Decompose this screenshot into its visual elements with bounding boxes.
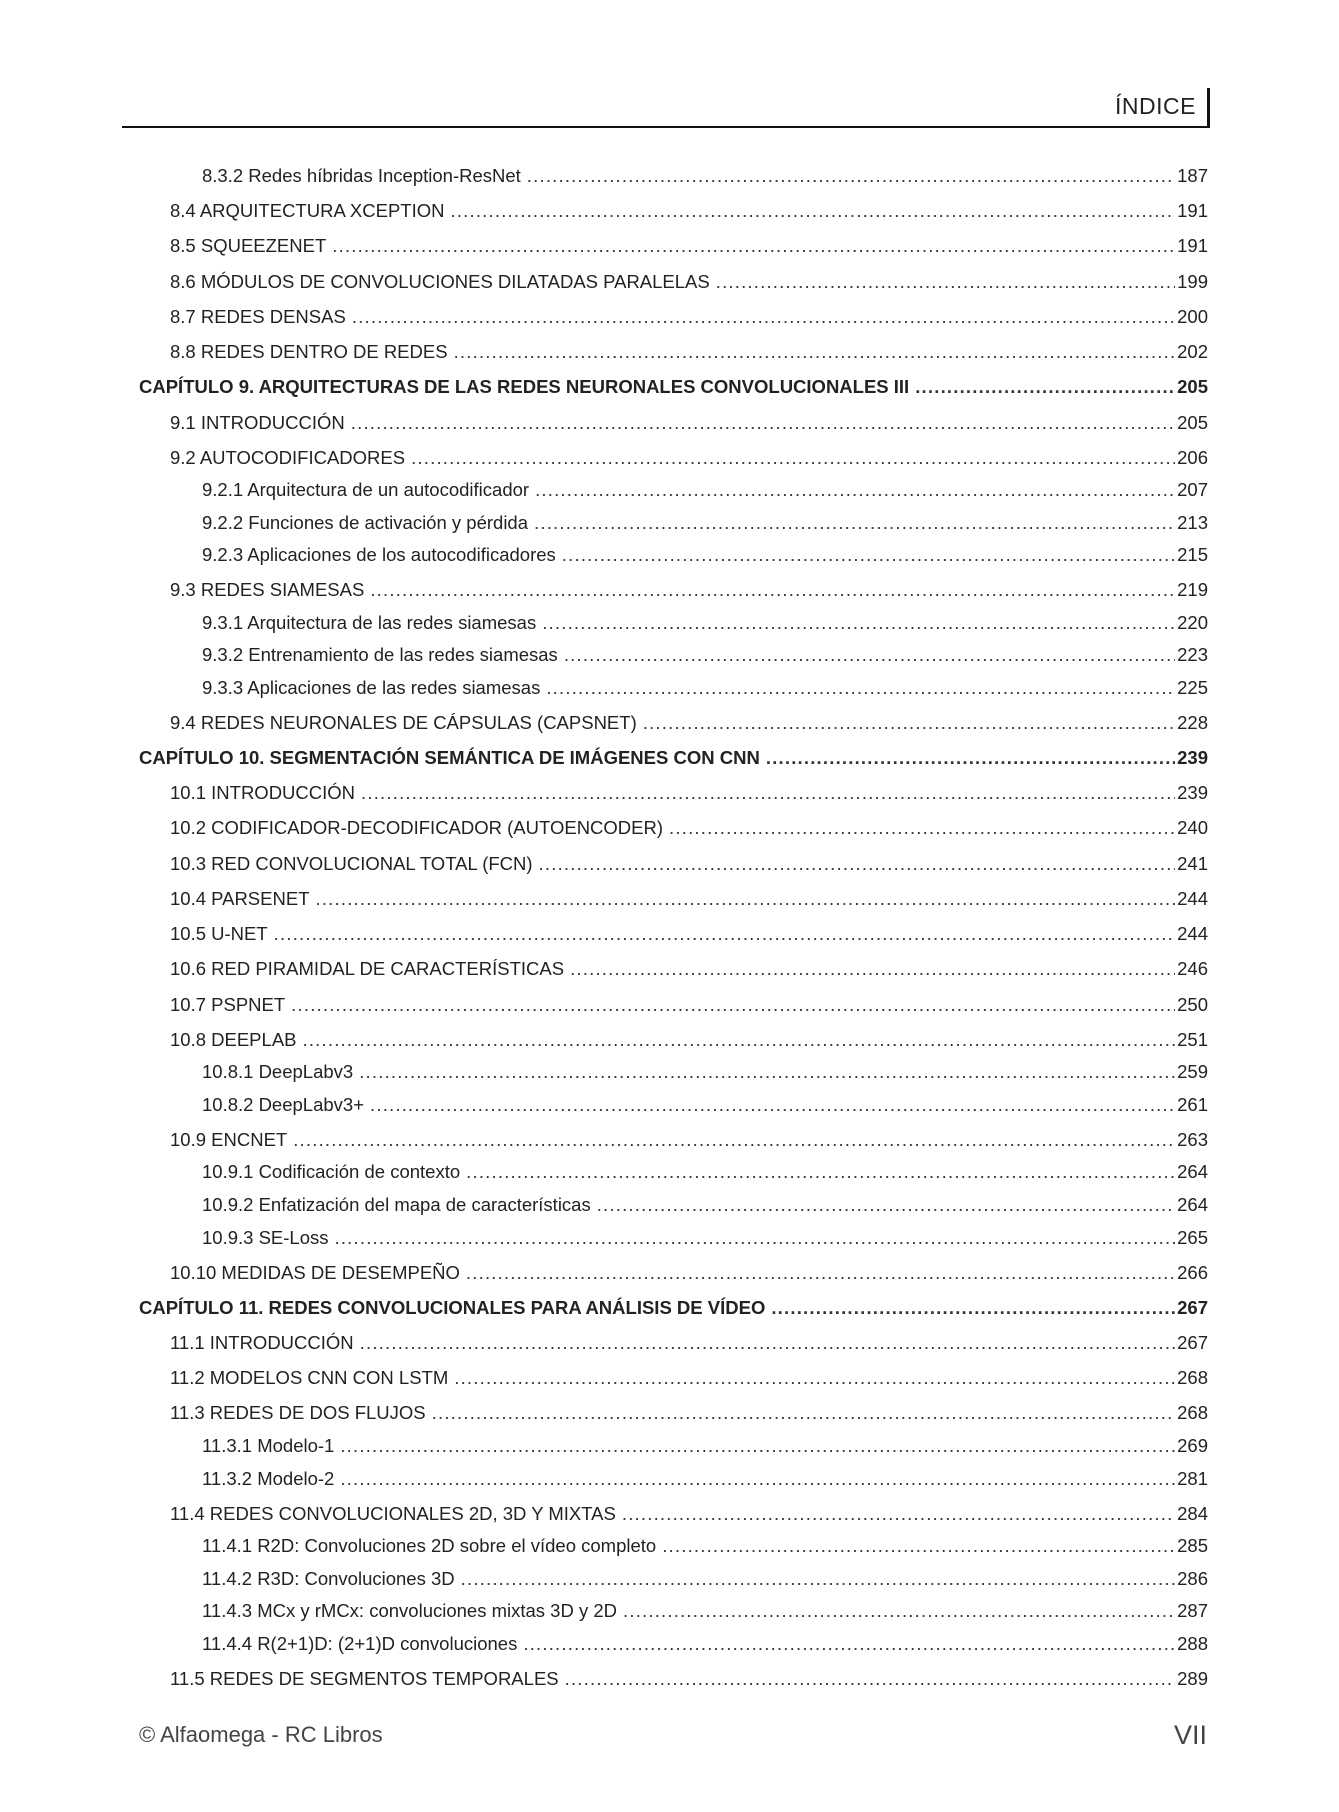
toc-dot-leader (562, 543, 1175, 567)
toc-dot-leader (351, 411, 1175, 435)
toc-entry-label: CAPÍTULO 9. ARQUITECTURAS DE LAS REDES NEURONALES CONVOLUCIONALES III (139, 376, 910, 397)
toc-dot-leader (361, 781, 1175, 805)
toc-dot-leader (527, 164, 1175, 188)
toc-dot-leader (771, 1296, 1175, 1320)
toc-entry-page: 200 (1177, 306, 1208, 327)
toc-entry-page: 205 (1177, 376, 1208, 397)
toc-entry[interactable] (170, 1366, 1208, 1390)
toc-entry-label: 10.5 U-NET (170, 923, 268, 944)
toc-dot-leader (669, 816, 1175, 840)
toc-entry[interactable] (202, 1534, 1208, 1558)
toc-dot-leader (370, 578, 1175, 602)
toc-entry-label: 9.4 REDES NEURONALES DE CÁPSULAS (CAPSNET) (170, 712, 637, 733)
toc-entry[interactable] (202, 1467, 1208, 1491)
toc-entry-label: 10.2 CODIFICADOR-DECODIFICADOR (AUTOENCODER) (170, 817, 664, 838)
toc-dot-leader (461, 1567, 1175, 1591)
toc-chapter-entry[interactable] (139, 1296, 1208, 1320)
toc-entry[interactable] (170, 1667, 1208, 1691)
toc-entry-page: 239 (1177, 782, 1208, 803)
toc-entry-page: 251 (1177, 1029, 1208, 1050)
toc-entry-label: 9.2.2 Funciones de activación y pérdida (202, 512, 529, 533)
toc-entry-page: 287 (1177, 1600, 1208, 1621)
toc-entry-page: 246 (1177, 958, 1208, 979)
toc-entry-label: 8.4 ARQUITECTURA XCEPTION (170, 200, 445, 221)
toc-dot-leader (291, 993, 1175, 1017)
toc-entry[interactable] (170, 1261, 1208, 1285)
toc-entry-page: 267 (1177, 1332, 1208, 1353)
toc-entry[interactable] (170, 446, 1208, 470)
toc-entry-label: 10.8.1 DeepLabv3 (202, 1061, 354, 1082)
toc-entry-label: 10.4 PARSENET (170, 888, 310, 909)
toc-dot-leader (523, 1632, 1175, 1656)
toc-entry[interactable] (202, 1567, 1208, 1591)
toc-entry-label: 9.1 INTRODUCCIÓN (170, 412, 345, 433)
toc-entry-label: 9.3 REDES SIAMESAS (170, 579, 365, 600)
toc-entry-label: 10.8 DEEPLAB (170, 1029, 297, 1050)
toc-dot-leader (766, 746, 1175, 770)
toc-dot-leader (622, 1502, 1175, 1526)
toc-dot-leader (370, 1093, 1175, 1117)
toc-entry-label: 10.9.1 Codificación de contexto (202, 1161, 461, 1182)
toc-entry[interactable] (170, 578, 1208, 602)
toc-dot-leader (643, 711, 1175, 735)
toc-entry-page: 269 (1177, 1435, 1208, 1456)
toc-dot-leader (274, 922, 1175, 946)
toc-dot-leader (340, 1434, 1175, 1458)
toc-entry-label: 11.3.2 Modelo-2 (202, 1468, 335, 1489)
toc-entry-page: 205 (1177, 412, 1208, 433)
toc-entry[interactable] (170, 781, 1208, 805)
toc-entry[interactable] (202, 1632, 1208, 1656)
toc-dot-leader (332, 234, 1175, 258)
toc-dot-leader (316, 887, 1176, 911)
toc-entry[interactable] (202, 1093, 1208, 1117)
toc-entry-label: 9.3.2 Entrenamiento de las redes siamesas (202, 644, 558, 665)
toc-dot-leader (539, 852, 1176, 876)
toc-entry-label: 11.4.3 MCx y rMCx: convoluciones mixtas 3D y 2D (202, 1600, 618, 1621)
toc-entry[interactable] (170, 270, 1208, 294)
toc-dot-leader (623, 1599, 1175, 1623)
toc-entry-page: 223 (1177, 644, 1208, 665)
page-footer (139, 1722, 1207, 1758)
footer-page-number: VII (1173, 1720, 1207, 1750)
footer-publisher: © Alfaomega - RC Libros (139, 1722, 383, 1747)
toc-entry-page: 202 (1177, 341, 1208, 362)
toc-entry-label: 11.5 REDES DE SEGMENTOS TEMPORALES (170, 1668, 559, 1689)
toc-entry-page: 281 (1177, 1468, 1208, 1489)
toc-entry-label: 9.3.1 Arquitectura de las redes siamesas (202, 612, 537, 633)
toc-entry[interactable] (170, 816, 1208, 840)
toc-chapter-entry[interactable] (139, 746, 1208, 770)
toc-entry-page: 206 (1177, 447, 1208, 468)
toc-entry[interactable] (170, 411, 1208, 435)
toc-entry-label: 11.3.1 Modelo-1 (202, 1435, 335, 1456)
toc-entry-page: 228 (1177, 712, 1208, 733)
toc-entry-label: 10.9 ENCNET (170, 1129, 288, 1150)
toc-entry-label: 10.7 PSPNET (170, 994, 286, 1015)
toc-entry-page: 239 (1177, 747, 1208, 768)
toc-entry-label: 10.9.2 Enfatización del mapa de características (202, 1194, 591, 1215)
toc-entry-label: 11.4.4 R(2+1)D: (2+1)D convoluciones (202, 1633, 518, 1654)
toc-entry-page: 268 (1177, 1402, 1208, 1423)
toc-dot-leader (466, 1160, 1175, 1184)
toc-entry[interactable] (202, 1434, 1208, 1458)
toc-entry[interactable] (202, 643, 1208, 667)
toc-entry-label: 9.2 AUTOCODIFICADORES (170, 447, 406, 468)
toc-entry-page: 225 (1177, 677, 1208, 698)
toc-entry[interactable] (202, 1226, 1208, 1250)
toc-entry[interactable] (202, 1060, 1208, 1084)
toc-entry[interactable] (170, 305, 1208, 329)
toc-entry[interactable] (170, 957, 1208, 981)
toc-entry[interactable] (170, 711, 1208, 735)
toc-entry[interactable] (202, 478, 1208, 502)
toc-dot-leader (570, 957, 1175, 981)
toc-entry-page: 219 (1177, 579, 1208, 600)
toc-entry-page: 187 (1177, 165, 1208, 186)
toc-entry-page: 286 (1177, 1568, 1208, 1589)
toc-entry-page: 261 (1177, 1094, 1208, 1115)
toc-entry-page: 266 (1177, 1262, 1208, 1283)
toc-entry-label: 8.6 MÓDULOS DE CONVOLUCIONES DILATADAS PARALELAS (170, 271, 710, 292)
toc-entry-label: 10.10 MEDIDAS DE DESEMPEÑO (170, 1262, 460, 1283)
toc-entry[interactable] (170, 922, 1208, 946)
toc-entry-page: 264 (1177, 1194, 1208, 1215)
toc-dot-leader (411, 446, 1175, 470)
toc-dot-leader (293, 1128, 1175, 1152)
toc-entry-page: 250 (1177, 994, 1208, 1015)
toc-dot-leader (432, 1401, 1175, 1425)
toc-dot-leader (546, 676, 1175, 700)
toc-entry-page: 191 (1177, 235, 1208, 256)
toc-entry[interactable] (170, 1128, 1208, 1152)
toc-entry-page: 215 (1177, 544, 1208, 565)
toc-dot-leader (454, 1366, 1175, 1390)
toc-entry[interactable] (170, 1401, 1208, 1425)
toc-dot-leader (535, 478, 1175, 502)
toc-entry[interactable] (202, 1193, 1208, 1217)
toc-entry[interactable] (170, 887, 1208, 911)
toc-entry-page: 244 (1177, 888, 1208, 909)
toc-entry[interactable] (170, 1028, 1208, 1052)
toc-entry[interactable] (202, 1160, 1208, 1184)
toc-entry[interactable] (170, 852, 1208, 876)
toc-dot-leader (466, 1261, 1175, 1285)
toc-entry[interactable] (170, 199, 1208, 223)
toc-entry-page: 199 (1177, 271, 1208, 292)
toc-dot-leader (303, 1028, 1176, 1052)
toc-chapter-entry[interactable] (139, 375, 1208, 399)
toc-entry[interactable] (170, 1331, 1208, 1355)
running-header-title: ÍNDICE (1115, 93, 1196, 119)
toc-entry-page: 265 (1177, 1227, 1208, 1248)
toc-entry[interactable] (202, 676, 1208, 700)
toc-dot-leader (564, 643, 1175, 667)
toc-dot-leader (450, 199, 1175, 223)
toc-dot-leader (542, 611, 1175, 635)
toc-entry-page: 220 (1177, 612, 1208, 633)
toc-dot-leader (662, 1534, 1175, 1558)
toc-entry-label: 8.3.2 Redes híbridas Inception-ResNet (202, 165, 521, 186)
toc-entry[interactable] (202, 1599, 1208, 1623)
toc-entry-page: 285 (1177, 1535, 1208, 1556)
toc-entry-page: 288 (1177, 1633, 1208, 1654)
toc-entry[interactable] (202, 543, 1208, 567)
toc-entry-page: 284 (1177, 1503, 1208, 1524)
toc-entry-label: 10.8.2 DeepLabv3+ (202, 1094, 365, 1115)
toc-dot-leader (915, 375, 1175, 399)
toc-entry-label: 10.9.3 SE-Loss (202, 1227, 329, 1248)
toc-entry-label: 9.3.3 Aplicaciones de las redes siamesas (202, 677, 541, 698)
toc-entry-page: 191 (1177, 200, 1208, 221)
toc-dot-leader (716, 270, 1175, 294)
toc-dot-leader (597, 1193, 1175, 1217)
toc-entry-label: 11.3 REDES DE DOS FLUJOS (170, 1402, 426, 1423)
toc-entry-label: 10.6 RED PIRAMIDAL DE CARACTERÍSTICAS (170, 958, 565, 979)
toc-dot-leader (534, 511, 1175, 535)
toc-entry-label: CAPÍTULO 11. REDES CONVOLUCIONALES PARA ANÁLISIS DE VÍDEO (139, 1297, 766, 1318)
toc-entry-page: 259 (1177, 1061, 1208, 1082)
toc-entry-label: 9.2.3 Aplicaciones de los autocodificadores (202, 544, 556, 565)
toc-entry-label: 11.4.2 R3D: Convoluciones 3D (202, 1568, 455, 1589)
toc-dot-leader (360, 1331, 1175, 1355)
toc-dot-leader (454, 340, 1176, 364)
toc-entry[interactable] (170, 340, 1208, 364)
toc-entry[interactable] (202, 511, 1208, 535)
toc-entry-page: 241 (1177, 853, 1208, 874)
toc-dot-leader (359, 1060, 1175, 1084)
toc-entry-page: 268 (1177, 1367, 1208, 1388)
toc-entry-label: 8.8 REDES DENTRO DE REDES (170, 341, 448, 362)
toc-entry-page: 263 (1177, 1129, 1208, 1150)
toc-entry-page: 207 (1177, 479, 1208, 500)
toc-entry-page: 240 (1177, 817, 1208, 838)
toc-dot-leader (352, 305, 1175, 329)
toc-entry-label: 11.4 REDES CONVOLUCIONALES 2D, 3D Y MIXTAS (170, 1503, 616, 1524)
toc-entry-label: 11.1 INTRODUCCIÓN (170, 1332, 354, 1353)
toc-entry-label: 8.7 REDES DENSAS (170, 306, 346, 327)
toc-entry[interactable] (202, 611, 1208, 635)
toc-entry-page: 244 (1177, 923, 1208, 944)
toc-entry[interactable] (170, 1502, 1208, 1526)
toc-dot-leader (340, 1467, 1175, 1491)
toc-entry-label: 8.5 SQUEEZENET (170, 235, 327, 256)
toc-entry-label: 10.3 RED CONVOLUCIONAL TOTAL (FCN) (170, 853, 533, 874)
toc-entry[interactable] (170, 234, 1208, 258)
toc-entry-page: 289 (1177, 1668, 1208, 1689)
toc-entry-page: 264 (1177, 1161, 1208, 1182)
toc-entry-label: 10.1 INTRODUCCIÓN (170, 782, 356, 803)
toc-entry-label: 9.2.1 Arquitectura de un autocodificador (202, 479, 530, 500)
toc-entry[interactable] (202, 164, 1208, 188)
toc-entry-page: 267 (1177, 1297, 1208, 1318)
toc-entry-label: 11.2 MODELOS CNN CON LSTM (170, 1367, 449, 1388)
toc-dot-leader (565, 1667, 1176, 1691)
toc-entry[interactable] (170, 993, 1208, 1017)
toc-dot-leader (335, 1226, 1176, 1250)
toc-entry-label: 11.4.1 R2D: Convoluciones 2D sobre el vídeo completo (202, 1535, 657, 1556)
toc-entry-page: 213 (1177, 512, 1208, 533)
toc-entry-label: CAPÍTULO 10. SEGMENTACIÓN SEMÁNTICA DE IMÁGENES CON CNN (139, 747, 760, 768)
